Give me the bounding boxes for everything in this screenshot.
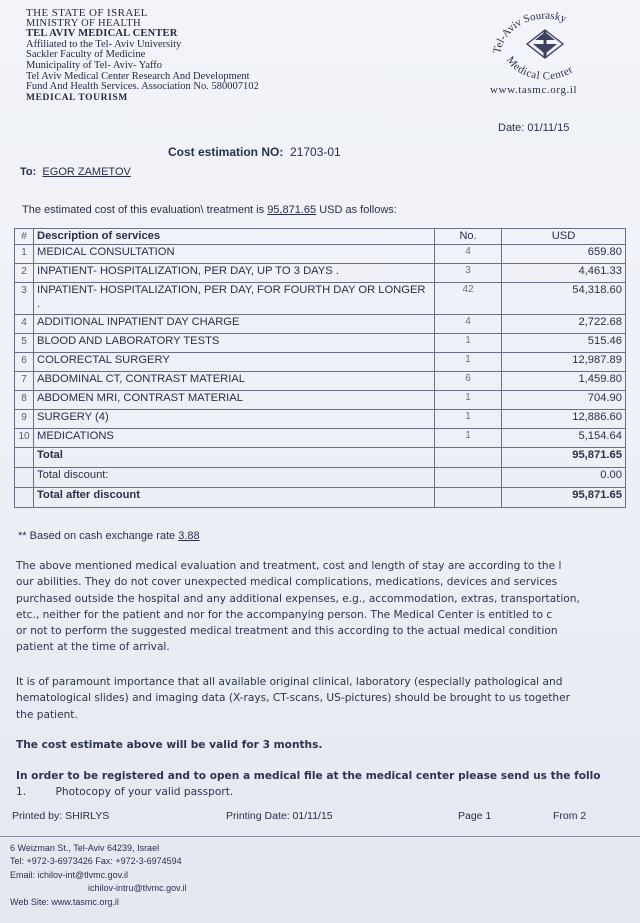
row-usd: 2,722.68 — [502, 315, 626, 334]
row-qty: 1 — [435, 334, 502, 353]
contact-email-alt: ichilov-intru@tlvmc.gov.il — [88, 883, 187, 894]
row-usd: 1,459.80 — [502, 372, 626, 391]
paragraph-line: our abilities. They do not cover unexpected medical complications, medications, devices and services — [16, 576, 558, 589]
row-qty: 6 — [435, 372, 502, 391]
discount-value: 0.00 — [502, 468, 626, 488]
letterhead-line: Sackler Faculty of Medicine — [26, 49, 146, 61]
page-total: From 2 — [553, 810, 587, 822]
discount-row — [15, 468, 626, 488]
row-usd: 515.46 — [502, 334, 626, 353]
letterhead-line: THE STATE OF ISRAEL — [26, 7, 148, 19]
row-num: 10 — [15, 429, 34, 448]
row-num: 4 — [15, 315, 34, 334]
cost-estimation-number — [168, 145, 341, 159]
contact-email: Email: ichilov-int@tlvmc.gov.il — [10, 869, 128, 880]
after-discount-row — [15, 488, 626, 508]
table-header-row — [15, 229, 626, 245]
letterhead-line: MINISTRY OF HEALTH — [26, 17, 141, 29]
website-url: www.tasmc.org.il — [490, 84, 578, 96]
row-description: INPATIENT- HOSPITALIZATION, PER DAY, UP TO 3 DAYS . — [34, 264, 435, 283]
row-description: ADDITIONAL INPATIENT DAY CHARGE — [34, 315, 435, 334]
contact-block — [10, 842, 187, 909]
table-row — [15, 429, 626, 448]
row-description: MEDICAL CONSULTATION — [34, 245, 435, 264]
printed-by: Printed by: SHIRLYS — [12, 810, 110, 822]
row-description: COLORECTAL SURGERY — [34, 353, 435, 372]
printing-date: Printing Date: 01/11/15 — [226, 810, 333, 822]
row-num: 8 — [15, 391, 34, 410]
registration-item — [16, 784, 640, 800]
header-num: # — [15, 229, 34, 245]
paragraph-line: etc., neither for the patient and nor for the accompanying person. The Medical Center is entitled to c — [16, 608, 553, 621]
row-num: 2 — [15, 264, 34, 283]
after-discount-label: Total after discount — [34, 488, 435, 508]
row-qty: 4 — [435, 315, 502, 334]
recipient-name: EGOR ZAMETOV — [42, 166, 131, 178]
row-num: 3 — [15, 283, 34, 315]
recipient — [20, 166, 131, 178]
letterhead-line: MEDICAL TOURISM — [26, 92, 128, 103]
svg-text:Tel-Aviv Sourasky: Tel-Aviv Sourasky — [491, 9, 568, 55]
contact-website: Web Site: www.tasmc.org.il — [10, 896, 119, 907]
letterhead-line: TEL AVIV MEDICAL CENTER — [26, 28, 178, 40]
table-row — [15, 391, 626, 410]
recipient-label: To: — [20, 166, 37, 178]
registration-text: In order to be registered and to open a medical file at the medical center please send us the follo — [16, 770, 601, 782]
row-description: INPATIENT- HOSPITALIZATION, PER DAY, FOR FOURTH DAY OR LONGER . — [34, 283, 435, 315]
cost-estimation-value: 21703-01 — [290, 145, 341, 159]
paragraph-line: or not to perform the suggested medical treatment and this according to the actual medical condition — [16, 625, 558, 638]
header-description: Description of services — [34, 229, 435, 245]
row-usd: 12,987.89 — [502, 353, 626, 372]
total-row — [15, 448, 626, 468]
row-num: 9 — [15, 410, 34, 429]
row-num: 7 — [15, 372, 34, 391]
table-row — [15, 315, 626, 334]
contact-phones: Tel: +972-3-6973426 Fax: +972-3-6974594 — [10, 856, 182, 867]
row-qty: 4 — [435, 245, 502, 264]
row-qty: 1 — [435, 429, 502, 448]
row-num: 5 — [15, 334, 34, 353]
validity-statement: The cost estimate above will be valid for 3 months. — [16, 739, 323, 751]
svg-text:Medical Center: Medical Center — [503, 54, 576, 80]
table-row — [15, 283, 626, 315]
letterhead — [26, 8, 259, 103]
estimate-text-after: USD as follows: — [319, 204, 397, 216]
page-number: Page 1 — [458, 810, 492, 822]
table-row — [15, 353, 626, 372]
footer-divider — [0, 836, 640, 837]
paragraph-line: It is of paramount importance that all available original clinical, laboratory (especially pathological and — [16, 676, 563, 688]
paragraph-line: patient at the time of arrival. — [16, 641, 170, 654]
row-description: BLOOD AND LABORATORY TESTS — [34, 334, 435, 353]
terms-paragraph — [16, 558, 640, 656]
after-discount-value: 95,871.65 — [502, 488, 626, 508]
estimate-text: The estimated cost of this evaluation\ treatment is — [22, 204, 265, 216]
paragraph-line: purchased outside the hospital and any additional expenses, e.g., accommodation, extras, transportation, — [16, 592, 580, 605]
row-qty: 42 — [435, 283, 502, 315]
total-label: Total — [34, 448, 435, 468]
table-row — [15, 410, 626, 429]
hospital-logo — [486, 2, 604, 80]
paragraph-line: hematological slides) and imaging data (X-rays, CT-scans, US-pictures) should be brought to us together — [16, 692, 571, 705]
records-paragraph — [16, 674, 640, 723]
total-value: 95,871.65 — [502, 448, 626, 468]
exchange-rate-value: 3.88 — [178, 530, 200, 542]
row-description: ABDOMINAL CT, CONTRAST MATERIAL — [34, 372, 435, 391]
document-date: Date: 01/11/15 — [498, 122, 570, 134]
estimate-sentence — [22, 204, 397, 216]
discount-label: Total discount: — [34, 468, 435, 488]
table-row — [15, 245, 626, 264]
row-usd: 659.80 — [502, 245, 626, 264]
table-row — [15, 334, 626, 353]
row-description: ABDOMEN MRI, CONTRAST MATERIAL — [34, 391, 435, 410]
table-row — [15, 372, 626, 391]
header-qty: No. — [435, 229, 502, 245]
row-num: 6 — [15, 353, 34, 372]
letterhead-line: Tel Aviv Medical Center Research And Development — [26, 70, 250, 82]
row-qty: 1 — [435, 353, 502, 372]
services-table — [14, 228, 626, 508]
letterhead-line: Fund And Health Services. Association No. 580007102 — [26, 81, 259, 93]
letterhead-line: Municipality of Tel- Aviv- Yaffo — [26, 59, 163, 71]
registration-item-text: Photocopy of your valid passport. — [55, 786, 234, 799]
registration-paragraph — [16, 768, 640, 801]
row-usd: 12,886.60 — [502, 410, 626, 429]
row-usd: 5,154.64 — [502, 429, 626, 448]
row-qty: 3 — [435, 264, 502, 283]
paragraph-line: the patient. — [16, 708, 78, 721]
cost-estimation-label: Cost estimation NO: — [168, 145, 284, 159]
row-qty: 1 — [435, 391, 502, 410]
letterhead-line: Affiliated to the Tel- Aviv University — [26, 38, 182, 50]
paragraph-line: The above mentioned medical evaluation and treatment, cost and length of stay are according to the l — [16, 560, 562, 572]
exchange-rate-note — [18, 530, 200, 542]
row-usd: 54,318.60 — [502, 283, 626, 315]
row-num: 1 — [15, 245, 34, 264]
row-usd: 704.90 — [502, 391, 626, 410]
row-usd: 4,461.33 — [502, 264, 626, 283]
row-description: MEDICATIONS — [34, 429, 435, 448]
exchange-rate-label: ** Based on cash exchange rate — [18, 530, 176, 542]
estimate-amount: 95,871.65 — [267, 204, 317, 216]
table-row — [15, 264, 626, 283]
registration-item-number: 1. — [16, 786, 27, 799]
header-usd: USD — [502, 229, 626, 245]
contact-address: 6 Weizman St., Tel-Aviv 64239, Israel — [10, 843, 160, 853]
row-description: SURGERY (4) — [34, 410, 435, 429]
row-qty: 1 — [435, 410, 502, 429]
